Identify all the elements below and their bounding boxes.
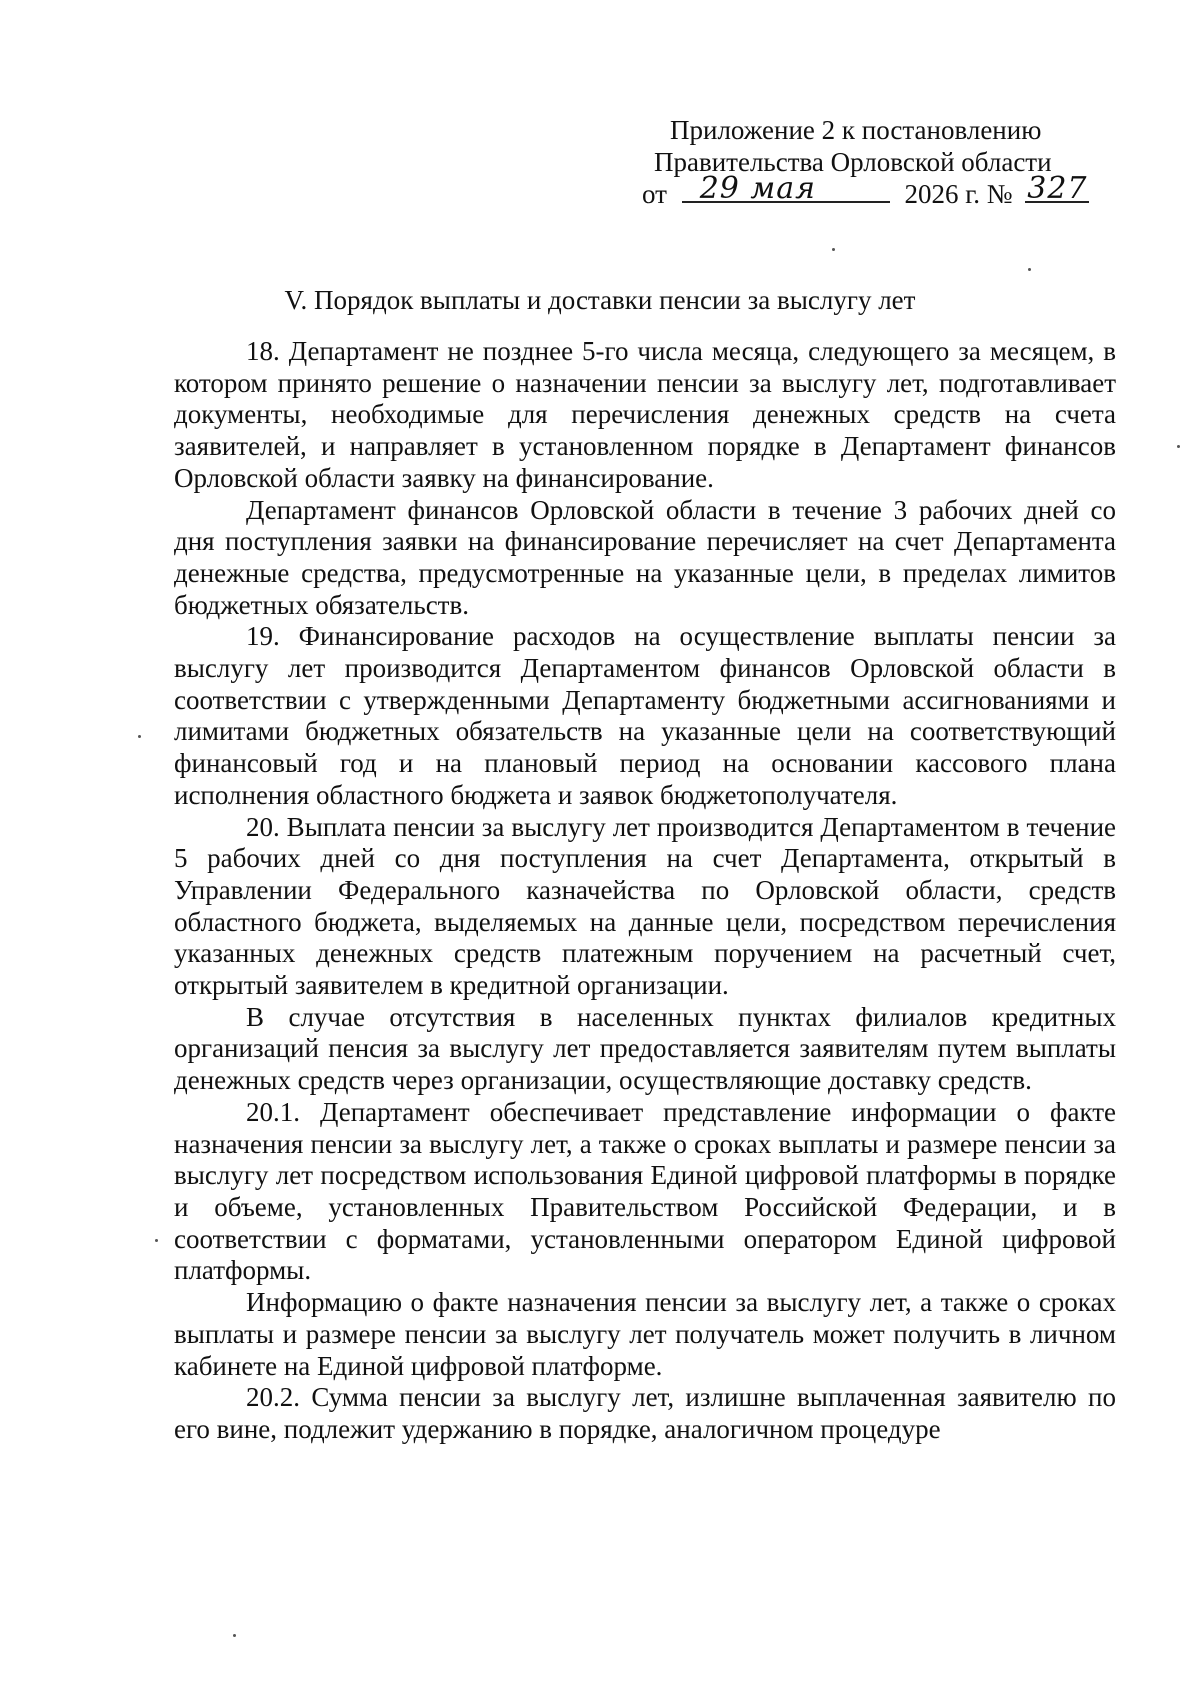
date-underline [682,171,890,206]
scan-speck [233,1634,236,1637]
scan-speck [155,1239,158,1242]
scan-speck [138,735,141,738]
handwritten-number: 327 [1027,171,1088,206]
year-number-label: 2026 г. № [904,179,1013,209]
paragraph: Департамент финансов Орловской области в течение 3 рабочих дней со дня поступления заявки на финансирование перечисляет на счет Департамента денежные средства, предусмотренные на указанные цели, в пределах лимитов бюджетных обязательств. [174,494,1116,620]
paragraph: 20.2. Сумма пенсии за выслугу лет, излишне выплаченная заявителю по его вине, подлежит удержанию в порядке, аналогичном процедуре [174,1382,1116,1444]
appendix-line: Приложение 2 к постановлению [670,115,1042,145]
scan-speck [1177,445,1180,448]
government-line: Правительства Орловской области [654,147,1052,177]
scan-speck [1028,268,1031,271]
paragraph: 19. Финансирование расходов на осуществление выплаты пенсии за выслугу лет производится Департаментом финансов Орловской области в соответствии с утвержденными Департаменту бюджетными ассигнованиями и лимитами бюджетных обязательств на указанные цели на соответствующий финансовый год и на плановый период на основании кассового плана исполнения областного бюджета и заявок бюджетополучателя. [174,621,1116,810]
paragraph: В случае отсутствия в населенных пунктах филиалов кредитных организаций пенсия за выслугу лет предоставляется заявителям путем выплаты денежных средств через организации, осуществляющие доставку средств. [174,1001,1116,1096]
paragraph: Информацию о факте назначения пенсии за выслугу лет, а также о сроках выплаты и размере пенсии за выслугу лет получатель может получить в личном кабинете на Единой цифровой платформе. [174,1287,1116,1381]
document-body [174,336,1116,1446]
scan-speck [832,248,835,251]
paragraph: 20.1. Департамент обеспечивает представление информации о факте назначения пенсии за выслугу лет, а также о сроках выплаты и размере пенсии за выслугу лет посредством использования Единой цифровой платформы в порядке и объеме, установленных Правительством Российской Федерации, и в соответствии с форматами, установленными оператором Единой цифровой платформы. [174,1096,1116,1286]
section-title: V. Порядок выплаты и доставки пенсии за выслугу лет [284,285,916,315]
date-number-line [642,171,1140,214]
from-label: от [642,179,667,209]
handwritten-date: 29 мая [699,171,817,206]
paragraph: 20. Выплата пенсии за выслугу лет производится Департаментом в течение 5 рабочих дней со дня поступления на счет Департамента, открытый в Управлении Федерального казначейства по Орловской области, средств областного бюджета, выделяемых на данные цели, посредством перечисления указанных денежных средств платежным поручением на расчетный счет, открытый заявителем в кредитной организации. [174,811,1116,1001]
paragraph: 18. Департамент не позднее 5-го числа месяца, следующего за месяцем, в котором принято решение о назначении пенсии за выслугу лет, подготавливает документы, необходимые для перечисления денежных средств на счета заявителей, и направляет в установленном порядке в Департамент финансов Орловской области заявку на финансирование. [174,336,1116,493]
appendix-header [620,114,1140,214]
number-underline [1025,171,1089,206]
